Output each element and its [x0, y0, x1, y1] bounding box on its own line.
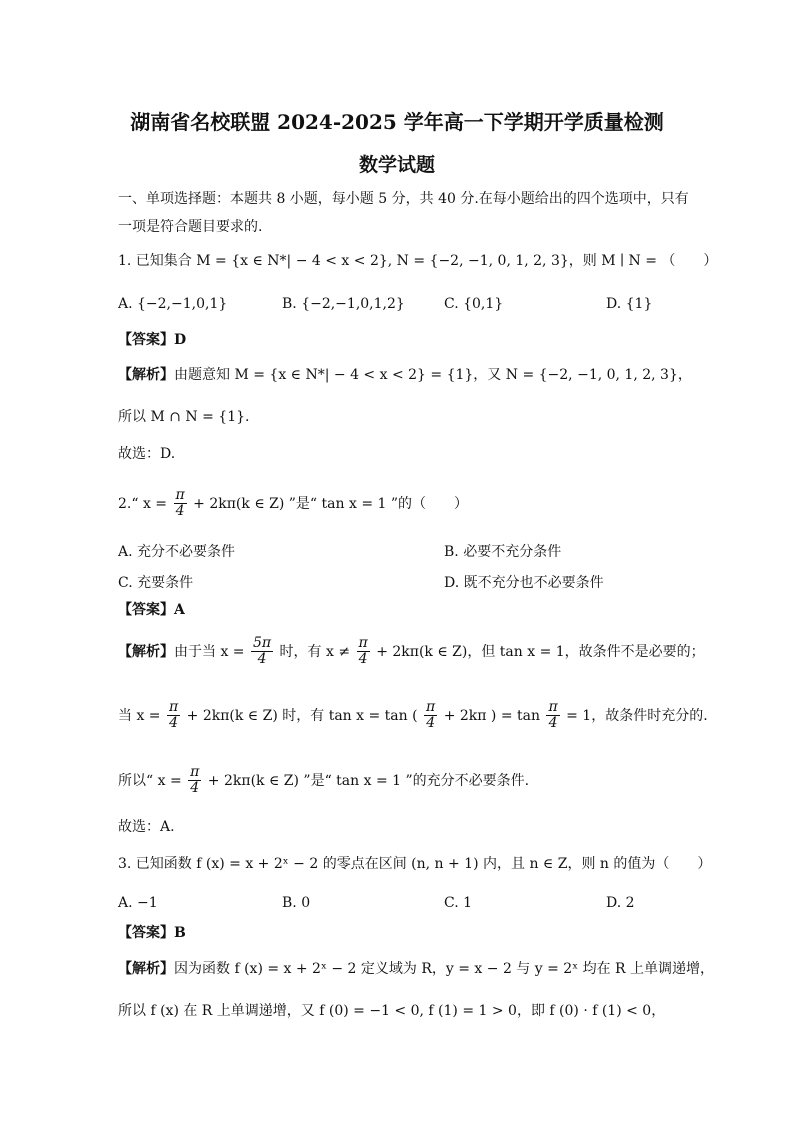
fraction-numerator: π	[358, 635, 368, 651]
q2-option-b: B. 必要不充分条件	[444, 544, 562, 560]
q2-option-a: A. 充分不必要条件	[118, 544, 236, 560]
page-title: 湖南省名校联盟 2024-2025 学年高一下学期开学质量检测	[130, 110, 664, 134]
q2-a3-text-a: 所以“ x =	[118, 772, 182, 789]
q2-a1-text-a: 由于当 x =	[174, 643, 245, 660]
q1-option-d: D. {1}	[606, 296, 653, 312]
q2-analysis-line2	[118, 700, 708, 732]
fraction-denominator: 4	[548, 715, 558, 732]
q3-analysis-tag: 【解析】	[118, 961, 174, 977]
fraction-numerator: π	[548, 699, 558, 715]
q3-stem: 3. 已知函数 f (x) = x + 2ˣ − 2 的零点在区间 (n, n + 1) 内，且 n ∈ Z，则 n 的值为（ ）	[118, 856, 712, 872]
q2-a2-fraction-2	[424, 700, 437, 732]
q1-answer: 【答案】D	[118, 332, 187, 348]
q2-a3-fraction	[188, 765, 201, 797]
q2-option-c: C. 充要条件	[118, 575, 194, 591]
page-subtitle: 数学试题	[358, 154, 435, 176]
q1-analysis-tag: 【解析】	[118, 367, 174, 383]
section-instruction-line2: 一项是符合题目要求的.	[118, 219, 263, 235]
q2-a2-text-c: + 2kπ ) = tan	[443, 707, 541, 724]
q2-a1-fraction-pi	[357, 636, 370, 668]
fraction-numerator: π	[168, 699, 179, 715]
q3-analysis-line2: 所以 f (x) 在 R 上单调递增，又 f (0) = −1 < 0, f (1) = 1 > 0，即 f (0) · f (1) < 0，	[118, 1003, 666, 1019]
q2-a2-fraction-3	[546, 700, 559, 732]
fraction-denominator: 4	[358, 651, 368, 668]
q2-analysis-line3	[118, 765, 529, 797]
fraction-denominator: 4	[190, 780, 200, 797]
q2-a1-text-b: 时，有 x ≠	[279, 643, 351, 660]
q2-stem-start: 2.“ x =	[118, 495, 168, 512]
q2-a2-text-d: = 1，故条件时充分的.	[566, 707, 708, 724]
q1-analysis-line2: 所以 M ∩ N = {1}.	[118, 409, 250, 425]
q2-stem-fraction	[174, 488, 187, 520]
q3-option-d: D. 2	[606, 895, 635, 911]
q2-analysis-tag: 【解析】	[118, 643, 174, 660]
q3-option-a: A. −1	[118, 895, 158, 911]
q2-a2-text-a: 当 x =	[118, 707, 161, 724]
fraction-numerator: π	[426, 699, 436, 715]
q2-analysis-line1	[118, 636, 705, 668]
fraction-denominator: 4	[175, 503, 185, 520]
q2-a1-fraction-5pi	[251, 636, 273, 668]
q1-stem: 1. 已知集合 M = {x ∈ N*| − 4 < x < 2}, N = {−2, −1, 0, 1, 2, 3}，则 M ∣ N = （ ）	[118, 253, 718, 269]
q1-analysis-text: 由题意知 M = {x ∈ N*| − 4 < x < 2} = {1}，又 N = {−2, −1, 0, 1, 2, 3}，	[174, 367, 692, 383]
q3-analysis-line1	[118, 962, 714, 977]
q1-option-a: A. {−2,−1,0,1}	[118, 296, 228, 312]
fraction-denominator: 4	[426, 715, 436, 732]
q1-option-b: B. {−2,−1,0,1,2}	[282, 296, 405, 312]
q2-a3-text-b: + 2kπ(k ∈ Z) ”是“ tan x = 1 ”的充分不必要条件.	[207, 772, 530, 789]
q3-option-b: B. 0	[282, 895, 311, 911]
fraction-numerator: 5π	[252, 635, 272, 651]
q2-a2-fraction-1	[167, 700, 180, 732]
q1-option-c: C. {0,1}	[444, 296, 504, 312]
q2-stem	[118, 488, 468, 520]
q1-analysis-line1	[118, 368, 692, 383]
q2-a2-text-b: + 2kπ(k ∈ Z) 时，有 tan x = tan (	[186, 707, 418, 724]
q2-a1-text-c: + 2kπ(k ∈ Z)，但 tan x = 1，故条件不是必要的；	[376, 643, 705, 660]
q2-choose: 故选：A.	[118, 819, 175, 835]
q3-analysis-text: 因为函数 f (x) = x + 2ˣ − 2 定义域为 R，y = x − 2 与 y = 2ˣ 均在 R 上单调递增，	[174, 961, 715, 977]
section-instruction-line1: 一、单项选择题：本题共 8 小题，每小题 5 分，共 40 分.在每小题给出的四个选项中，只有	[118, 191, 689, 207]
fraction-denominator: 4	[257, 651, 267, 668]
q2-answer: 【答案】A	[118, 602, 185, 618]
q3-answer: 【答案】B	[118, 925, 186, 941]
q2-stem-end: + 2kπ(k ∈ Z) ”是“ tan x = 1 ”的（ ）	[193, 495, 469, 512]
fraction-numerator: π	[175, 487, 185, 503]
q1-choose: 故选：D.	[118, 446, 176, 462]
q3-option-c: C. 1	[444, 895, 473, 911]
fraction-numerator: π	[190, 764, 200, 780]
q2-option-d: D. 既不充分也不必要条件	[444, 575, 604, 591]
fraction-denominator: 4	[169, 715, 179, 732]
